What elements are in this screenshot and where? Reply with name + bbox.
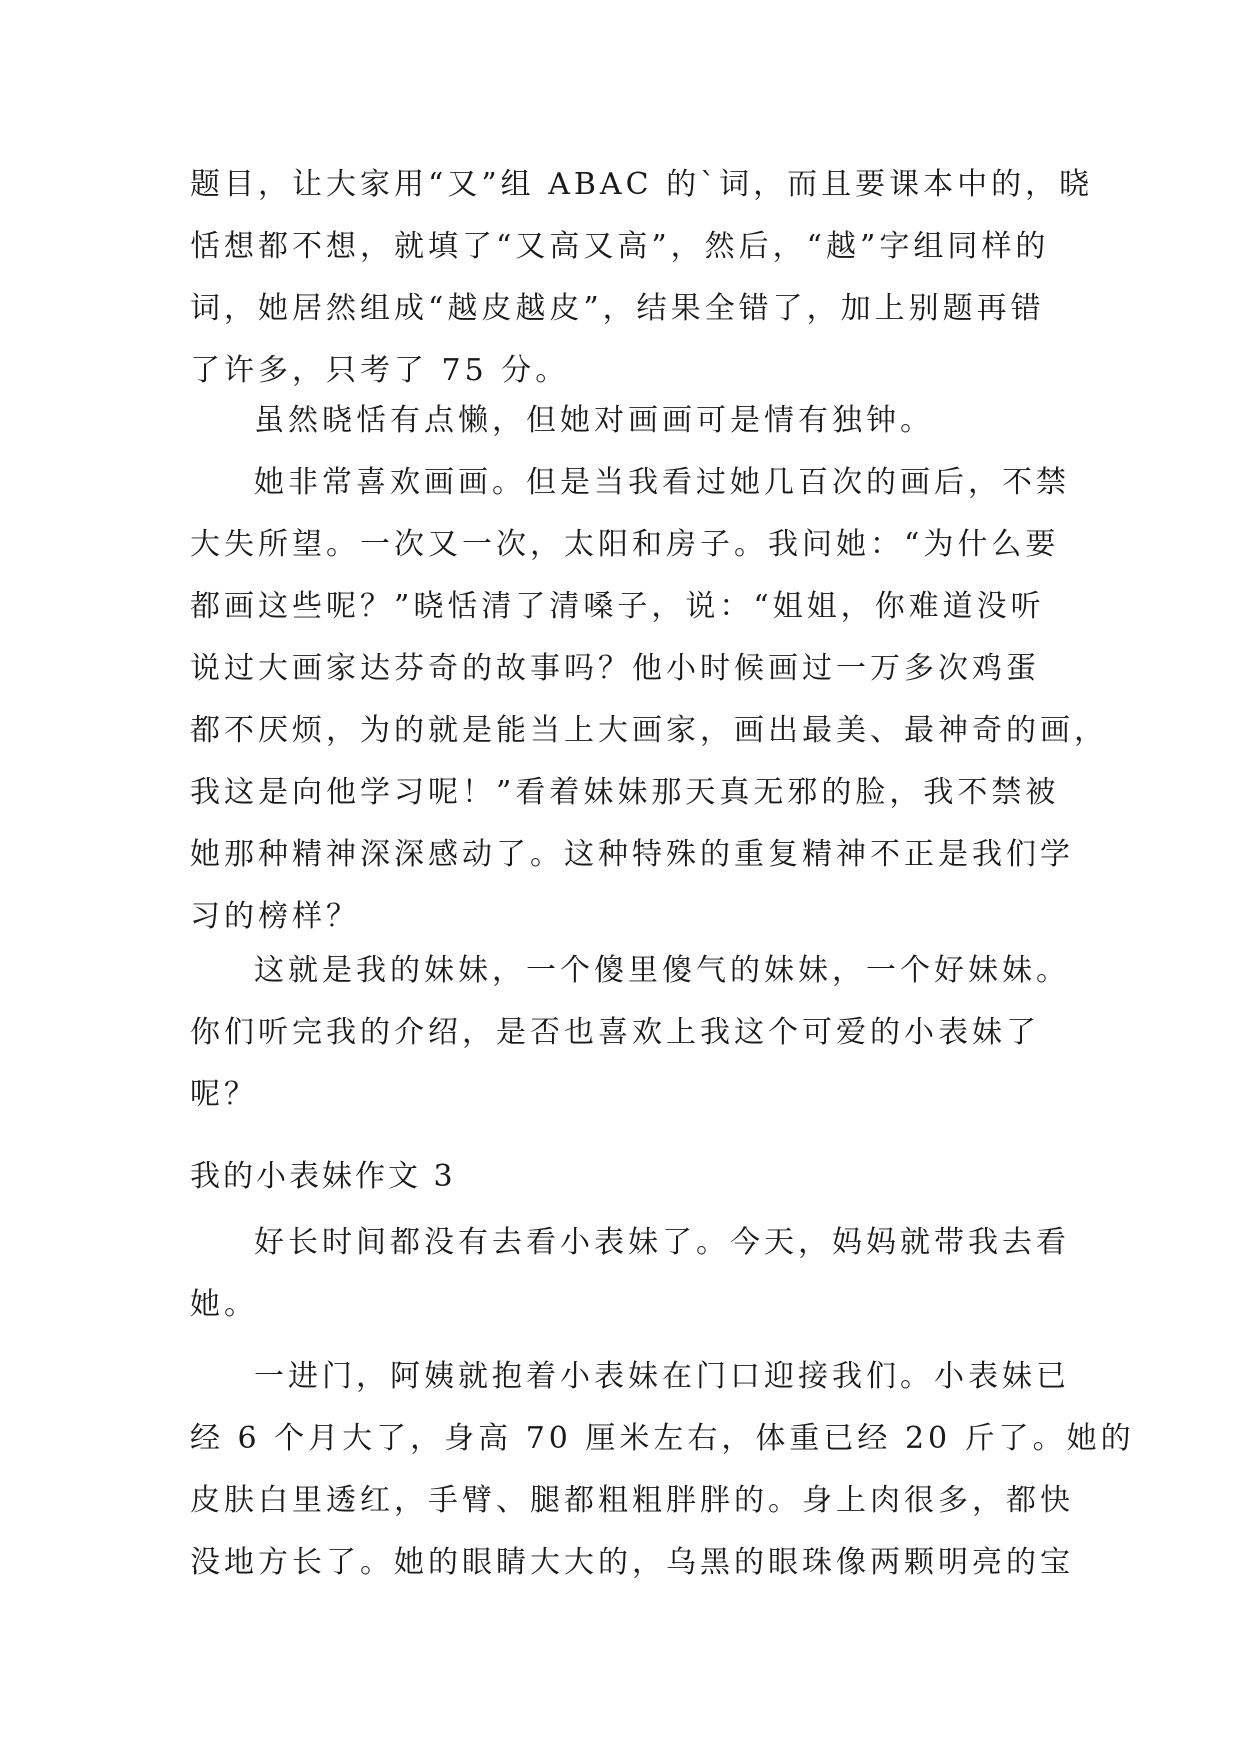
paragraph-meet-cousin [190,1346,1135,1594]
text-line: 经 6 个月大了，身高 70 厘米左右，体重已经 20 斤了。她的 [190,1421,1135,1456]
text-line: 词，她居然组成“越皮越皮”，结果全错了，加上别题再错 [190,291,1045,326]
text-line: 都不厌烦，为的就是能当上大画家，画出最美、最神奇的画， [190,713,1108,748]
paragraph-davinci-story [190,452,1108,948]
paragraph-loves-drawing [190,390,1050,452]
text-line: 大失所望。一次又一次，太阳和房子。我问她：“为什么要 [190,527,1060,562]
text-line: 虽然晓恬有点懒，但她对画画可是情有独钟。 [254,403,934,438]
text-line: 她非常喜欢画画。但是当我看过她几百次的画后，不禁 [254,465,1070,500]
text-line: 皮肤白里透红，手臂、腿都粗粗胖胖的。身上肉很多，都快 [190,1483,1074,1518]
text-line: 你们听完我的介绍，是否也喜欢上我这个可爱的小表妹了 [190,1015,1040,1050]
paragraph-abac-continuation [190,154,1094,402]
essay-title: 我的小表妹作文 3 [190,1159,456,1194]
text-line: 呢？ [190,1077,258,1112]
text-line: 没地方长了。她的眼睛大大的，乌黑的眼珠像两颗明亮的宝 [190,1545,1074,1580]
text-line: 她那种精神深深感动了。这种特殊的重复精神不正是我们学 [190,837,1074,872]
text-line: 好长时间都没有去看小表妹了。今天，妈妈就带我去看 [254,1225,1070,1260]
text-line: 这就是我的妹妹，一个傻里傻气的妹妹，一个好妹妹。 [254,953,1070,988]
text-line: 都画这些呢？”晓恬清了清嗓子，说：“姐姐，你难道没听 [190,589,1045,624]
text-line: 我这是向他学习呢！”看着妹妹那天真无邪的脸，我不禁被 [190,775,1060,810]
text-line: 一进门，阿姨就抱着小表妹在门口迎接我们。小表妹已 [254,1359,1070,1394]
text-line: 题目，让大家用“又”组 ABAC 的`词，而且要课本中的，晓 [190,167,1094,202]
paragraph-visit [190,1212,1070,1336]
text-line: 了许多，只考了 75 分。 [190,353,570,388]
text-line: 习的榜样？ [190,899,360,934]
text-line: 恬想都不想，就填了“又高又高”，然后，“越”字组同样的 [190,229,1050,264]
paragraph-conclusion [190,940,1070,1126]
text-line: 说过大画家达芬奇的故事吗？他小时候画过一万多次鸡蛋 [190,651,1040,686]
text-line: 她。 [190,1287,258,1322]
